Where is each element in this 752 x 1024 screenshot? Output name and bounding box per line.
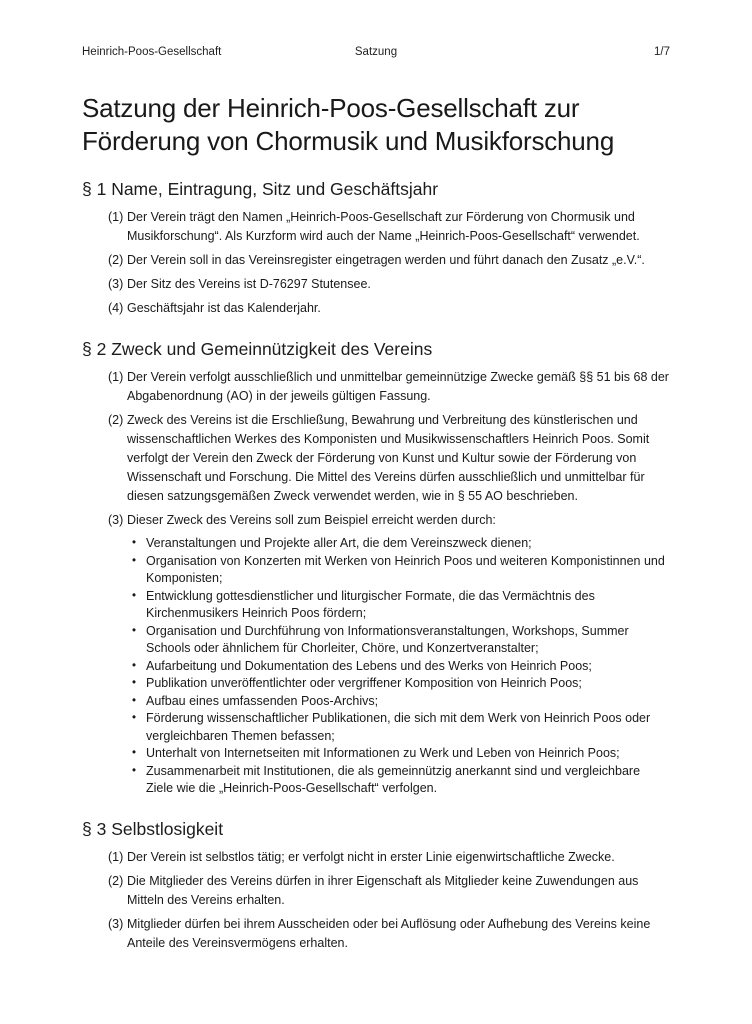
- purpose-bullet-list: [132, 535, 670, 798]
- bullet-item: [132, 763, 670, 798]
- document-title: Satzung der Heinrich-Poos-Gesellschaft zur Förderung von Chormusik und Musikforschung: [82, 93, 615, 156]
- numbered-item: [108, 275, 670, 294]
- page-header: [82, 45, 670, 59]
- numbered-item: [108, 208, 670, 246]
- item-number: (2): [108, 873, 124, 888]
- bullet-icon: •: [132, 677, 137, 689]
- bullet-item: [132, 658, 670, 676]
- item-text: Zweck des Vereins ist die Erschließung, Bewahrung und Verbreitung des künstlerischen und wissenschaftlichen Werkes des Komponisten und Musikwissenschaftlers Heinrich Poos. Somit verfolgt der Verein den Zweck der Förderung von Kunst und Kultur sowie der Förderung von Wissenschaft und Forschung. Die Mittel des Vereins dürfen ausschließlich und unmittelbar für diesen satzungsgemäßen Zweck verwendet werden, wie in § 55 AO beschrieben.: [127, 413, 650, 503]
- item-text: Die Mitglieder des Vereins dürfen in ihrer Eigenschaft als Mitglieder keine Zuwendungen aus Mitteln des Vereins erhalten.: [127, 873, 639, 907]
- numbered-item: [108, 848, 670, 867]
- item-number: (1): [108, 370, 124, 384]
- numbered-item: [108, 299, 670, 318]
- bullet-icon: •: [132, 747, 137, 759]
- bullet-text: Aufarbeitung und Dokumentation des Lebens und des Werks von Heinrich Poos;: [146, 658, 592, 673]
- numbered-item: [108, 915, 670, 953]
- item-text: Der Verein verfolgt ausschließlich und unmittelbar gemeinnützige Zwecke gemäß §§ 51 bis 68 der Abgabenordnung (AO) in der jeweils gültigen Fassung.: [127, 370, 669, 403]
- numbered-item: [108, 411, 670, 506]
- item-number: (1): [108, 849, 124, 864]
- bullet-item: [132, 588, 670, 623]
- section-paragraph-2: [82, 337, 670, 798]
- item-text: Der Verein ist selbstlos tätig; er verfolgt nicht in erster Linie eigenwirtschaftliche Zwecke.: [127, 849, 615, 864]
- bullet-icon: •: [132, 712, 137, 724]
- item-text: Der Sitz des Vereins ist D-76297 Stutensee.: [127, 277, 371, 291]
- bullet-text: Aufbau eines umfassenden Poos-Archivs;: [146, 693, 379, 708]
- header-page-number: 1/7: [654, 46, 670, 58]
- bullet-text: Veranstaltungen und Projekte aller Art, die dem Vereinszweck dienen;: [146, 536, 532, 550]
- bullet-icon: •: [132, 659, 137, 672]
- bullet-icon: •: [132, 589, 137, 602]
- item-text: Der Verein trägt den Namen „Heinrich-Poos-Gesellschaft zur Förderung von Chormusik und Musikforschung“. Als Kurzform wird auch der Name „Heinrich-Poos-Gesellschaft“ verwendet.: [127, 210, 640, 243]
- section-2-heading: § 2 Zweck und Gemeinnützigkeit des Vereins: [82, 339, 433, 359]
- bullet-item: [132, 693, 670, 711]
- bullet-item: [132, 745, 670, 763]
- bullet-icon: •: [132, 554, 137, 567]
- item-number: (4): [108, 301, 124, 315]
- bullet-item: [132, 675, 670, 693]
- bullet-text: Entwicklung gottesdienstlicher und liturgischer Formate, die das Vermächtnis des Kirchenmusikers Heinrich Poos fördern;: [146, 588, 595, 620]
- bullet-text: Unterhalt von Internetseiten mit Informationen zu Werk und Leben von Heinrich Poos;: [146, 746, 620, 760]
- bullet-text: Organisation und Durchführung von Informationsveranstaltungen, Workshops, Summer Schools oder ähnlichem für Chorleiter, Chöre, und Konzertveranstalter;: [146, 623, 629, 655]
- numbered-item: [108, 368, 670, 406]
- item-number: (3): [108, 277, 124, 291]
- section-1-heading: § 1 Name, Eintragung, Sitz und Geschäftsjahr: [82, 179, 439, 199]
- bullet-icon: •: [132, 537, 137, 549]
- numbered-item: [108, 872, 670, 910]
- item-number: (3): [108, 513, 124, 527]
- bullet-item: [132, 535, 670, 553]
- item-text: Mitglieder dürfen bei ihrem Ausscheiden oder bei Auflösung oder Aufhebung des Vereins keine Anteile des Vereinsvermögens erhalten.: [127, 916, 651, 950]
- bullet-text: Organisation von Konzerten mit Werken von Heinrich Poos und weiteren Komponistinnen und Komponisten;: [146, 553, 665, 585]
- numbered-item: [108, 511, 670, 530]
- bullet-item: [132, 553, 670, 588]
- bullet-text: Zusammenarbeit mit Institutionen, die als gemeinnützig anerkannt sind und vergleichbare Ziele wie die „Heinrich-Poos-Gesellschaft“ verfolgen.: [146, 763, 641, 795]
- bullet-item: [132, 710, 670, 745]
- item-text: Dieser Zweck des Vereins soll zum Beispiel erreicht werden durch:: [127, 513, 496, 527]
- header-document-name: Satzung: [354, 46, 398, 58]
- item-number: (3): [108, 916, 124, 931]
- bullet-icon: •: [132, 694, 137, 707]
- section-paragraph-1: [82, 177, 670, 318]
- bullet-text: Förderung wissenschaftlicher Publikationen, die sich mit dem Werk von Heinrich Poos oder vergleichbaren Themen befassen;: [146, 711, 651, 743]
- bullet-icon: •: [132, 764, 137, 777]
- header-organization: Heinrich-Poos-Gesellschaft: [82, 46, 222, 58]
- bullet-icon: •: [132, 624, 137, 637]
- section-paragraph-3: [82, 817, 670, 953]
- item-number: (2): [108, 253, 124, 267]
- item-text: Der Verein soll in das Vereinsregister eingetragen werden und führt danach den Zusatz „e.V.“.: [127, 253, 645, 267]
- item-number: (1): [108, 210, 124, 224]
- bullet-item: [132, 623, 670, 658]
- numbered-item: [108, 251, 670, 270]
- item-text: Geschäftsjahr ist das Kalenderjahr.: [127, 301, 321, 315]
- item-number: (2): [108, 413, 124, 427]
- bullet-text: Publikation unveröffentlichter oder vergriffener Komposition von Heinrich Poos;: [146, 676, 582, 690]
- section-3-heading: § 3 Selbstlosigkeit: [82, 818, 224, 839]
